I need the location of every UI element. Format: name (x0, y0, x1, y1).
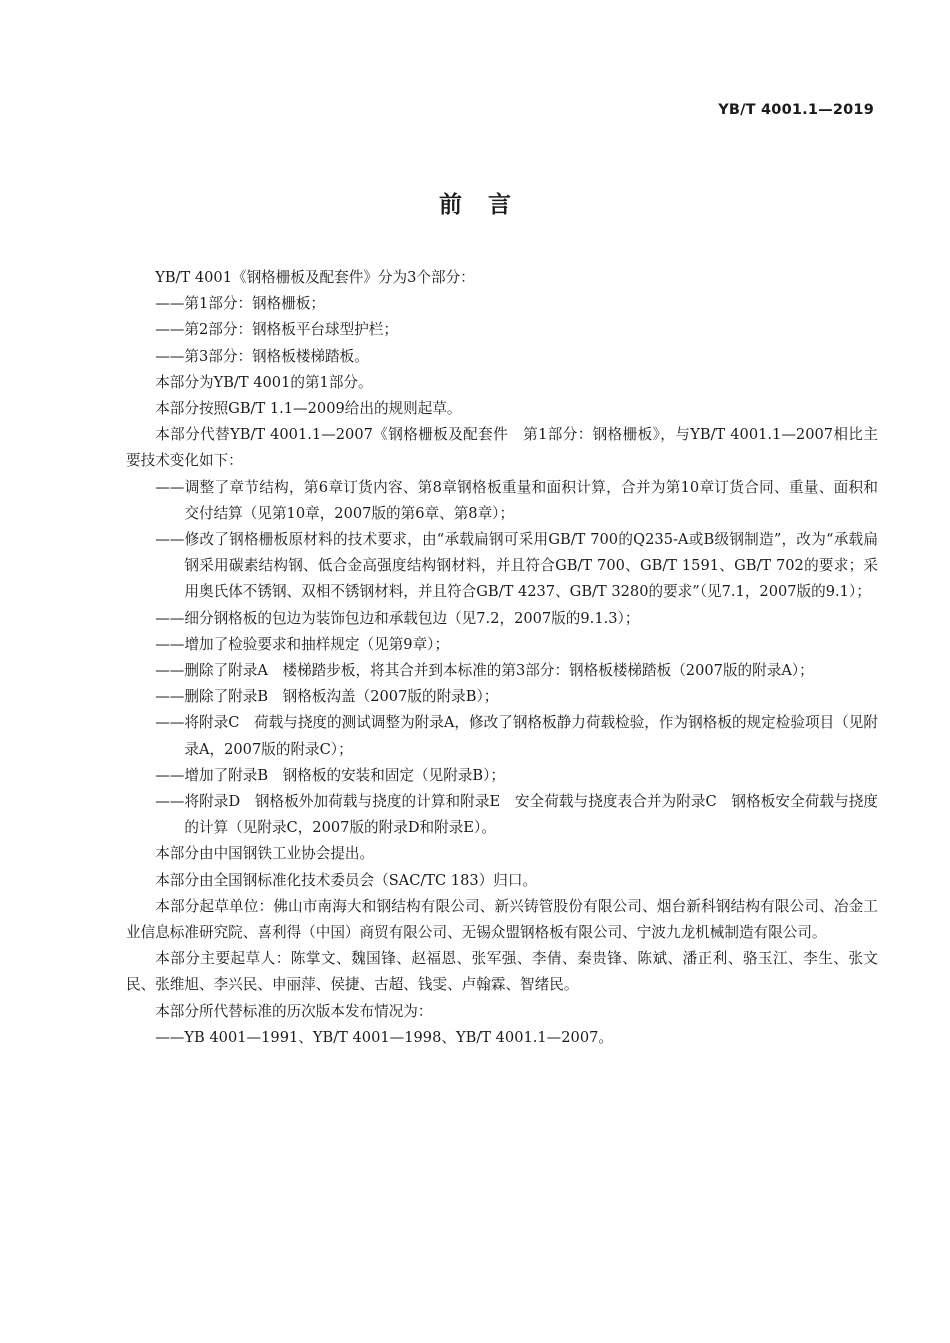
list-item: ——细分钢格板的包边为装饰包边和承载包边（见7.2，2007版的9.1.3）； (155, 609, 640, 627)
list-item: ——第3部分：钢格板楼梯踏板。 (155, 347, 369, 365)
list-item: ——YB 4001—1991、YB/T 4001—1998、YB/T 4001.1—2007。 (155, 1028, 614, 1046)
list-item: ——删除了附录A 楼梯踏步板，将其合并到本标准的第3部分：钢格板楼梯踏板（2007版的附录A）； (155, 662, 814, 680)
standard-code: YB/T 4001.1—2019 (718, 102, 874, 118)
list-item: ——删除了附录B 钢格板沟盖（2007版的附录B）； (155, 688, 499, 706)
paragraph: 本部分为YB/T 4001的第1部分。 (155, 373, 373, 391)
paragraph: 本部分按照GB/T 1.1—2009给出的规则起草。 (155, 400, 462, 418)
paragraph: 本部分起草单位：佛山市南海大和钢结构有限公司、新兴铸管股份有限公司、烟台新科钢结构有限公司、冶金工业信息标准研究院、喜利得（中国）商贸有限公司、无锡众盟钢格板有限公司、宁波九龙机械制造有限公司。 (126, 897, 878, 942)
paragraph: 本部分由中国钢铁工业协会提出。 (155, 845, 375, 863)
list-item: ——第1部分：钢格栅板； (155, 295, 326, 313)
paragraph: YB/T 4001《钢格栅板及配套件》分为3个部分： (155, 269, 475, 286)
list-item: ——增加了附录B 钢格板的安装和固定（见附录B）； (155, 766, 506, 784)
paragraph: 本部分所代替标准的历次版本发布情况为： (155, 1002, 433, 1020)
list-item: ——修改了钢格栅板原材料的技术要求，由“承载扁钢可采用GB/T 700的Q235-A或B级钢制造”，改为“承载扁钢采用碳素结构钢、低合金高强度结构钢材料，并且符合GB/T 700、GB/T 1591、GB/T 702的要求；采用奥氏体不锈钢、双相不锈钢材料，并且符合GB/T 4237、GB/T 3280的要求”（见7.1，2007版的9.1）； (155, 531, 878, 601)
paragraph: 本部分主要起草人：陈掌文、魏国锋、赵福恩、张军强、李倩、秦贵锋、陈斌、潘正利、骆玉江、李生、张文民、张维旭、李兴民、申丽萍、侯捷、古超、钱雯、卢翰霖、智绪民。 (126, 950, 878, 994)
paragraph: 本部分由全国钢标准化技术委员会（SAC/TC 183）归口。 (155, 871, 538, 889)
document-body (126, 265, 878, 1051)
page-title: 前言 (439, 192, 537, 218)
list-item: ——将附录D 钢格板外加荷载与挠度的计算和附录E 安全荷载与挠度表合并为附录C 钢格板安全荷载与挠度的计算（见附录C，2007版的附录D和附录E）。 (155, 793, 878, 837)
list-item: ——调整了章节结构，第6章订货内容、第8章钢格板重量和面积计算，合并为第10章订货合同、重量、面积和交付结算（见第10章，2007版的第6章、第8章）； (155, 478, 878, 522)
list-item: ——将附录C 荷载与挠度的测试调整为附录A，修改了钢格板静力荷载检验，作为钢格板的规定检验项目（见附录A，2007版的附录C）； (155, 714, 878, 758)
list-item: ——增加了检验要求和抽样规定（见第9章）； (155, 635, 450, 653)
list-item: ——第2部分：钢格板平台球型护栏； (155, 321, 398, 339)
paragraph: 本部分代替YB/T 4001.1—2007《钢格栅板及配套件 第1部分：钢格栅板》，与YB/T 4001.1—2007相比主要技术变化如下： (126, 426, 878, 470)
